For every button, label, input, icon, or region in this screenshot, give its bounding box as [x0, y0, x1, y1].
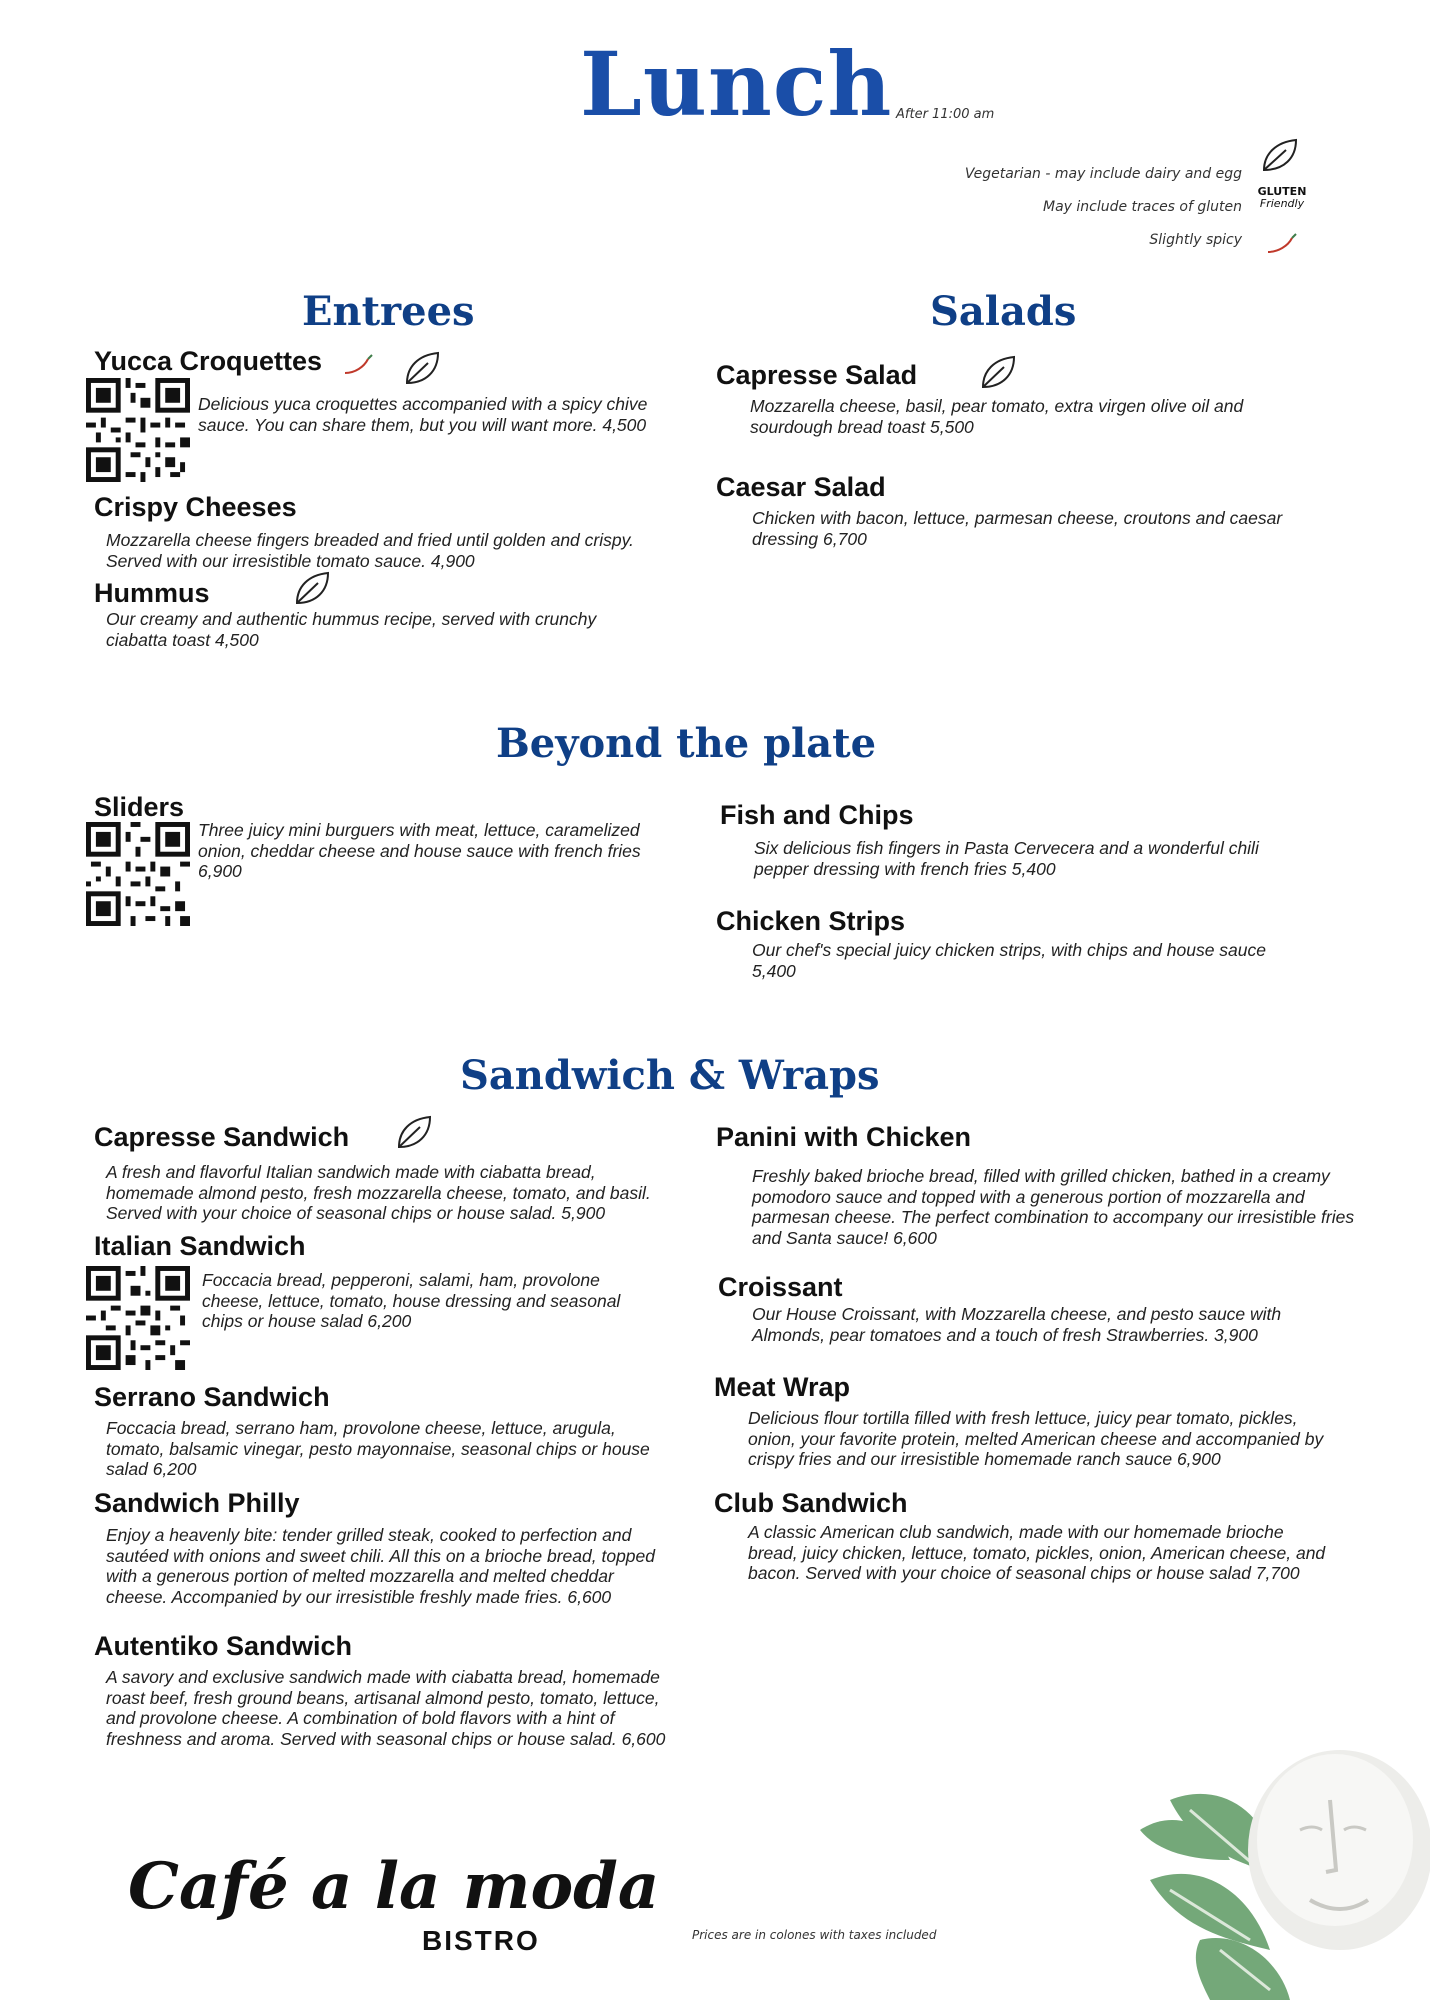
item-name-croissant: Croissant [718, 1272, 843, 1302]
item-desc-crispy: Mozzarella cheese fingers breaded and fried until golden and crispy. Served with our irresistible tomato sauce. 4,900 [106, 530, 634, 571]
item-name-italian: Italian Sandwich [94, 1231, 306, 1261]
item-name-autentiko: Autentiko Sandwich [94, 1631, 353, 1661]
item-desc-panini: Freshly baked brioche bread, filled with grilled chicken, bathed in a creamy pomodoro sauce and topped with a generous portion of mozzarella and parmesan cheese. The perfect combination to accompany our irresistible fries and Santa sauce! 6,600 [752, 1166, 1355, 1248]
item-desc-chicken-strips: Our chef's special juicy chicken strips, with chips and house sauce 5,400 [752, 940, 1267, 981]
qr-code-icon[interactable] [86, 822, 190, 926]
gluten-friendly-badge: GLUTEN Friendly [1257, 185, 1307, 210]
pepper-icon [342, 353, 374, 377]
section-entrees: Entrees [302, 288, 475, 335]
item-desc-meat-wrap: Delicious flour tortilla filled with fresh lettuce, juicy pear tomato, pickles, onion, your favorite protein, melted American cheese and accompanied by crispy fries and our irresistible homemade ranch sauce 6,900 [748, 1408, 1324, 1469]
service-time: After 11:00 am [896, 107, 995, 122]
item-name-sliders: Sliders [94, 792, 185, 822]
item-name-caesar: Caesar Salad [716, 472, 886, 502]
item-desc-capresse-salad: Mozzarella cheese, basil, pear tomato, extra virgen olive oil and sourdough bread toast 5,500 [750, 396, 1244, 437]
qr-code-icon[interactable] [86, 1266, 190, 1370]
item-name-panini: Panini with Chicken [716, 1122, 972, 1152]
item-desc-caesar: Chicken with bacon, lettuce, parmesan cheese, croutons and caesar dressing 6,700 [752, 508, 1283, 549]
item-desc-italian: Foccacia bread, pepperoni, salami, ham, provolone cheese, lettuce, tomato, house dressing and seasonal chips or house salad 6,200 [202, 1270, 621, 1331]
item-desc-serrano: Foccacia bread, serrano ham, provolone cheese, lettuce, arugula, tomato, balsamic vinegar, pesto mayonnaise, seasonal chips or house salad 6,200 [106, 1418, 650, 1479]
item-name-yucca: Yucca Croquettes [94, 346, 323, 376]
item-desc-fish: Six delicious fish fingers in Pasta Cervecera and a wonderful chili pepper dressing with french fries 5,400 [754, 838, 1259, 879]
qr-code-icon[interactable] [86, 378, 190, 482]
item-name-philly: Sandwich Philly [94, 1488, 300, 1518]
item-desc-yucca: Delicious yuca croquettes accompanied with a spicy chive sauce. You can share them, but you will want more. 4,500 [198, 394, 648, 435]
item-name-serrano: Serrano Sandwich [94, 1382, 330, 1412]
legend-vegetarian: Vegetarian - may include dairy and egg [964, 166, 1242, 182]
section-sandwich: Sandwich & Wraps [460, 1052, 880, 1099]
pepper-icon [1264, 232, 1298, 256]
prices-note: Prices are in colones with taxes included [692, 1928, 937, 1942]
item-name-chicken-strips: Chicken Strips [716, 906, 906, 936]
page-title: Lunch [580, 32, 893, 136]
leaf-icon [1258, 136, 1302, 176]
leaf-icon [978, 354, 1018, 392]
leaf-icon [292, 570, 332, 608]
section-salads: Salads [930, 288, 1077, 335]
item-name-capresse-salad: Capresse Salad [716, 360, 918, 390]
leaf-icon [394, 1114, 434, 1152]
leaf-icon [402, 350, 442, 388]
item-name-fish: Fish and Chips [720, 800, 914, 830]
item-name-club: Club Sandwich [714, 1488, 908, 1518]
item-desc-hummus: Our creamy and authentic hummus recipe, served with crunchy ciabatta toast 4,500 [106, 609, 597, 650]
decorative-plant-image [1130, 1740, 1430, 2000]
item-desc-capresse-sandwich: A fresh and flavorful Italian sandwich made with ciabatta bread, homemade almond pesto, fresh mozzarella cheese, tomato, and basil. Served with your choice of seasonal chips or house salad. 5,900 [106, 1162, 651, 1223]
section-beyond: Beyond the plate [496, 720, 877, 767]
item-desc-autentiko: A savory and exclusive sandwich made with ciabatta bread, homemade roast beef, fresh ground beans, artisanal almond pesto, tomato, lettuce, and provolone cheese. A combination of bold flavors with a hint of freshness and aroma. Served with seasonal chips or house salad. 6,600 [106, 1667, 666, 1749]
item-name-capresse-sandwich: Capresse Sandwich [94, 1122, 350, 1152]
item-desc-sliders: Three juicy mini burguers with meat, lettuce, caramelized onion, cheddar cheese and house sauce with french fries 6,900 [198, 820, 641, 881]
item-name-hummus: Hummus [94, 578, 210, 608]
legend-gluten: May include traces of gluten [1042, 199, 1242, 215]
item-name-crispy: Crispy Cheeses [94, 492, 297, 522]
logo-sub: BISTRO [422, 1925, 540, 1956]
logo: Café a la moda [128, 1849, 660, 1924]
item-desc-philly: Enjoy a heavenly bite: tender grilled steak, cooked to perfection and sautéed with onions and sweet chili. All this on a brioche bread, topped with a generous portion of melted mozzarella and melted cheddar cheese. Accompanied by our irresistible freshly made fries. 6,600 [106, 1525, 656, 1607]
legend-spicy: Slightly spicy [1149, 232, 1242, 248]
item-desc-croissant: Our House Croissant, with Mozzarella cheese, and pesto sauce with Almonds, pear tomatoes and a touch of fresh Strawberries. 3,900 [752, 1304, 1282, 1345]
item-name-meat-wrap: Meat Wrap [714, 1372, 851, 1402]
item-desc-club: A classic American club sandwich, made with our homemade brioche bread, juicy chicken, lettuce, tomato, pickles, onion, American cheese, and bacon. Served with your choice of seasonal chips or house salad 7,700 [748, 1522, 1326, 1583]
